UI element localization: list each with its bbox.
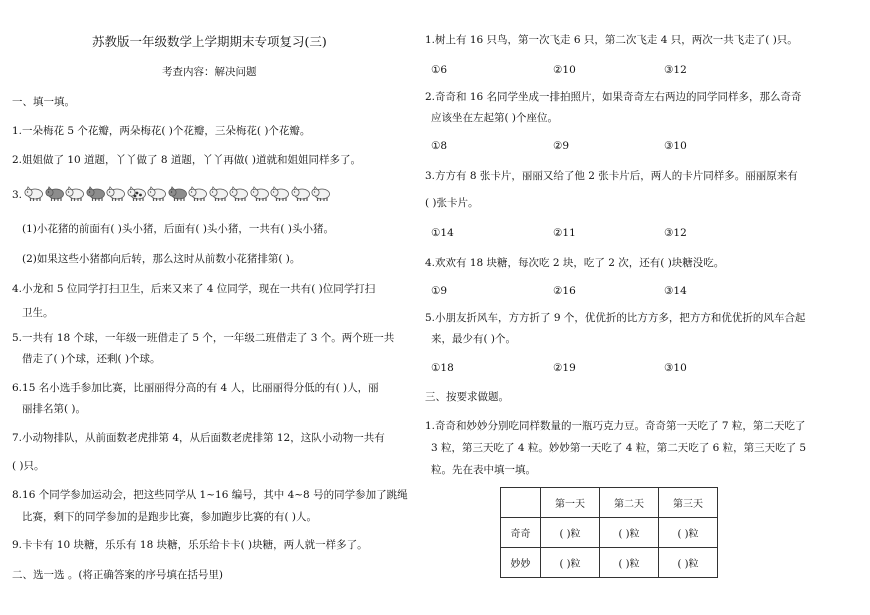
table-cell[interactable]: ( )粒 <box>600 548 659 578</box>
choice-question-2-line-1: 2.奇奇和 16 名同学坐成一排拍照片，如果奇奇左右两边的同学同样多，那么奇奇 <box>425 91 802 103</box>
table-row <box>501 548 718 578</box>
question-9: 9.卡卡有 10 块糖，乐乐有 18 块糖，乐乐给卡卡( )块糖，两人就一样多了。 <box>12 539 368 551</box>
choice-question-3-line-2: ( )张卡片。 <box>425 197 479 209</box>
table-header-day-1: 第一天 <box>541 488 600 518</box>
question-5-line-1: 5.一共有 18 个球，一年级一班借走了 5 个，一年级二班借走了 3 个。两个班一共 <box>12 332 395 344</box>
question-3-part-2: (2)如果这些小猪都向后转，那么这时从前数小花猪排第( )。 <box>22 253 301 265</box>
choice-2-option-a: ①8 <box>431 140 448 152</box>
table-cell[interactable]: ( )粒 <box>541 548 600 578</box>
choice-4-option-c: ③14 <box>664 285 687 297</box>
choice-question-4: 4.欢欢有 18 块糖，每次吃 2 块，吃了 2 次，还有( )块糖没吃。 <box>425 257 725 269</box>
question-8-line-1: 8.16 个同学参加运动会，把这些同学从 1~16 编号，其中 4~8 号的同学参加了跳绳 <box>12 489 408 501</box>
choice-4-option-b: ②16 <box>553 285 576 297</box>
section-tasks-heading: 三、按要求做题。 <box>425 391 509 403</box>
choice-5-option-c: ③10 <box>664 362 687 374</box>
white-pig-icon <box>270 185 290 202</box>
question-3-number: 3. <box>12 189 23 201</box>
choice-question-3-line-1: 3.方方有 8 张卡片，丽丽又给了他 2 张卡片后，两人的卡片同样多。丽丽原来有 <box>425 170 798 182</box>
page-title: 苏教版一年级数学上学期期末专项复习(三) <box>92 34 327 49</box>
white-pig-icon <box>147 185 167 202</box>
table-header-row <box>501 488 718 518</box>
table-header-day-3: 第三天 <box>659 488 718 518</box>
question-6-line-1: 6.15 名小选手参加比赛，比丽丽得分高的有 4 人，比丽丽得分低的有( )人，丽 <box>12 382 379 394</box>
question-6-line-2: 丽排名第( )。 <box>22 403 87 415</box>
page-subtitle: 考查内容：解决问题 <box>162 66 257 78</box>
table-cell[interactable]: ( )粒 <box>659 548 718 578</box>
question-7-line-1: 7.小动物排队，从前面数老虎排第 4，从后面数老虎排第 12，这队小动物一共有 <box>12 432 385 444</box>
white-pig-icon <box>311 185 331 202</box>
white-pig-icon <box>250 185 270 202</box>
question-7-line-2: ( )只。 <box>12 460 45 472</box>
table-row-label: 妙妙 <box>501 548 541 578</box>
choice-5-option-b: ②19 <box>553 362 576 374</box>
choice-3-option-c: ③12 <box>664 227 687 239</box>
table-row <box>501 518 718 548</box>
task-1-line-2: 3 粒，第三天吃了 4 粒。妙妙第一天吃了 4 粒，第二天吃了 6 粒，第三天吃了 5 <box>431 442 807 454</box>
table-cell[interactable]: ( )粒 <box>659 518 718 548</box>
question-1: 1.一朵梅花 5 个花瓣，两朵梅花( )个花瓣，三朵梅花( )个花瓣。 <box>12 125 311 137</box>
white-pig-icon <box>291 185 311 202</box>
choice-question-1: 1.树上有 16 只鸟，第一次飞走 6 只，第二次飞走 4 只，两次一共飞走了( )只。 <box>425 34 798 46</box>
chocolate-table <box>500 487 718 578</box>
table-row-label: 奇奇 <box>501 518 541 548</box>
table-corner-cell <box>501 488 541 518</box>
choice-4-option-a: ①9 <box>431 285 448 297</box>
table-cell[interactable]: ( )粒 <box>600 518 659 548</box>
task-1-line-3: 粒。先在表中填一填。 <box>431 464 536 476</box>
choice-1-option-b: ②10 <box>553 64 576 76</box>
choice-2-option-c: ③10 <box>664 140 687 152</box>
white-pig-icon <box>188 185 208 202</box>
question-8-line-2: 比赛，剩下的同学参加的是跑步比赛，参加跑步比赛的有( )人。 <box>22 511 318 523</box>
choice-1-option-a: ①6 <box>431 64 448 76</box>
choice-question-5-line-1: 5.小朋友折风车，方方折了 9 个，优优折的比方方多，把方方和优优折的风车合起 <box>425 312 806 324</box>
white-pig-icon <box>65 185 85 202</box>
gray-pig-icon <box>45 185 65 202</box>
table-header-day-2: 第二天 <box>600 488 659 518</box>
question-4-line-1: 4.小龙和 5 位同学打扫卫生，后来又来了 4 位同学，现在一共有( )位同学打扫 <box>12 283 376 295</box>
choice-question-2-line-2: 应该坐在左起第( )个座位。 <box>431 112 559 124</box>
question-5-line-2: 借走了( )个球，还剩( )个球。 <box>22 353 161 365</box>
task-1-line-1: 1.奇奇和妙妙分别吃同样数量的一瓶巧克力豆。奇奇第一天吃了 7 粒，第二天吃了 <box>425 420 806 432</box>
gray-pig-icon <box>86 185 106 202</box>
choice-1-option-c: ③12 <box>664 64 687 76</box>
pig-row <box>24 183 334 205</box>
choice-question-5-line-2: 来，最少有( )个。 <box>431 333 517 345</box>
spotted-pig-icon <box>127 185 147 202</box>
question-4-line-2: 卫生。 <box>22 307 54 319</box>
white-pig-icon <box>106 185 126 202</box>
choice-3-option-b: ②11 <box>553 227 576 239</box>
question-3-part-1: (1)小花猪的前面有( )头小猪，后面有( )头小猪，一共有( )头小猪。 <box>22 223 334 235</box>
white-pig-icon <box>229 185 249 202</box>
choice-5-option-a: ①18 <box>431 362 454 374</box>
white-pig-icon <box>24 185 44 202</box>
section-fill-in-heading: 一、填一填。 <box>12 96 75 108</box>
gray-pig-icon <box>168 185 188 202</box>
white-pig-icon <box>209 185 229 202</box>
section-multiple-choice-heading: 二、选一选 。(将正确答案的序号填在括号里) <box>12 569 224 581</box>
table-cell[interactable]: ( )粒 <box>541 518 600 548</box>
question-2: 2.姐姐做了 10 道题，丫丫做了 8 道题，丫丫再做( )道就和姐姐同样多了。 <box>12 154 361 166</box>
choice-2-option-b: ②9 <box>553 140 570 152</box>
choice-3-option-a: ①14 <box>431 227 454 239</box>
